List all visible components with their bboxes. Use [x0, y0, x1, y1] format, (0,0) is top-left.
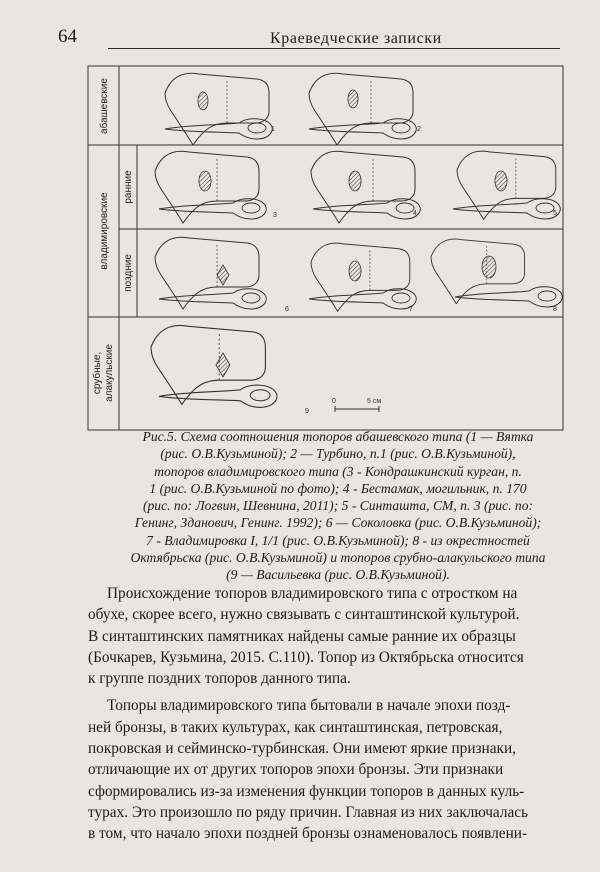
axe-drawing-7 [309, 243, 416, 311]
figure-number-1: 1 [271, 126, 275, 133]
paragraph-1 [88, 583, 578, 689]
figure-number-3: 3 [273, 212, 277, 219]
figure-number-8: 8 [553, 306, 557, 313]
label-alakulskie: алакульские [104, 344, 115, 402]
caption-line: Октябрьска (рис. О.В.Кузьминой) и топоров срубно-алакульского типа [130, 550, 546, 566]
text-line: ней бронзы, в таких культурах, как синташтинская, петровская, [88, 718, 503, 736]
header-rule [108, 48, 560, 49]
figure-number-9: 9 [305, 408, 309, 415]
axe-drawing-3 [155, 151, 266, 223]
text-line: (Бочкарев, Кузьмина, 2015. С.110). Топор из Октябрьска относится [88, 648, 524, 666]
text-line: сформировались из-за изменения функции топоров в данных куль- [88, 782, 525, 800]
caption-line: (рис. О.В.Кузьминой); 2 — Турбино, п.1 (рис. О.В.Кузьминой), [160, 446, 516, 462]
text-line: Происхождение топоров владимировского типа с отростком на [107, 585, 518, 602]
text-line: в том, что начало эпохи поздней бронзы ознаменовалось появлени- [88, 825, 528, 843]
caption-line: (рис. по: Логвин, Шевнина, 2011); 5 - Синташта, СМ, п. 3 (рис. по: [142, 498, 534, 514]
label-abashevskie: абашевские [99, 78, 110, 134]
figure-number-5: 5 [553, 210, 557, 217]
axe-drawing-8 [431, 239, 562, 307]
axe-typology-figure [87, 65, 564, 431]
text-line: Топоры владимировского типа бытовали в начале эпохи позд- [107, 697, 511, 715]
page-header [46, 26, 560, 50]
figure-number-2: 2 [417, 126, 421, 133]
label-vladimirovskie: владимировские [99, 192, 110, 270]
axe-drawing-1 [165, 73, 272, 145]
text-line: отличающие их от других топоров эпохи бронзы. Эти признаки [88, 761, 504, 779]
figure-number-6: 6 [285, 306, 289, 313]
axe-drawing-2 [309, 73, 416, 145]
running-title: Краеведческие записки [270, 30, 442, 47]
label-rannie: ранние [123, 170, 134, 204]
text-line: к группе поздних топоров данного типа. [88, 670, 351, 688]
page-number: 64 [58, 26, 77, 47]
axe-drawing-6 [155, 237, 266, 309]
caption-line: Рис.5. Схема соотношения топоров абашевского типа (1 — Вятка [142, 429, 534, 444]
scale-bar [332, 398, 381, 412]
caption-line: (9 — Васильевка (рис. О.В.Кузьминой). [226, 567, 450, 583]
body-text [88, 583, 578, 845]
label-pozdnie: поздние [123, 254, 134, 292]
axe-drawing-9 [151, 325, 277, 407]
caption-line: 7 - Владимировка I, 1/1 (рис. О.В.Кузьминой); 8 - из окрестностей [146, 532, 530, 548]
text-line: турах. Это произошло по ряду причин. Главная из них заключалась [88, 803, 529, 821]
scale-zero: 0 [332, 398, 336, 405]
label-srubnye: срубные, [92, 351, 103, 395]
text-line: обухе, скорее всего, нужно связывать с синташтинской культурой. [88, 606, 520, 624]
axe-drawing-5 [453, 151, 560, 219]
text-line: покровская и сейминско-турбинская. Они имеют яркие признаки, [88, 740, 516, 758]
caption-line: Генинг, Зданович, Генинг. 1992); 6 — Соколовка (рис. О.В.Кузьминой); [134, 515, 542, 531]
figure-caption [108, 428, 568, 584]
caption-line: топоров владимировского типа (3 - Кондрашкинский курган, п. [154, 463, 522, 479]
figure-number-4: 4 [413, 210, 417, 217]
axe-drawings [87, 65, 564, 431]
paragraph-2 [88, 695, 578, 844]
caption-line: 1 (рис. О.В.Кузьминой по фото); 4 - Бестамак, могильник, п. 170 [149, 480, 527, 496]
scale-label: 5 см [367, 398, 382, 405]
axe-drawing-4 [311, 151, 420, 223]
figure-number-7: 7 [409, 306, 413, 313]
text-line: В синташтинских памятниках найдены самые ранние их образцы [88, 627, 516, 645]
